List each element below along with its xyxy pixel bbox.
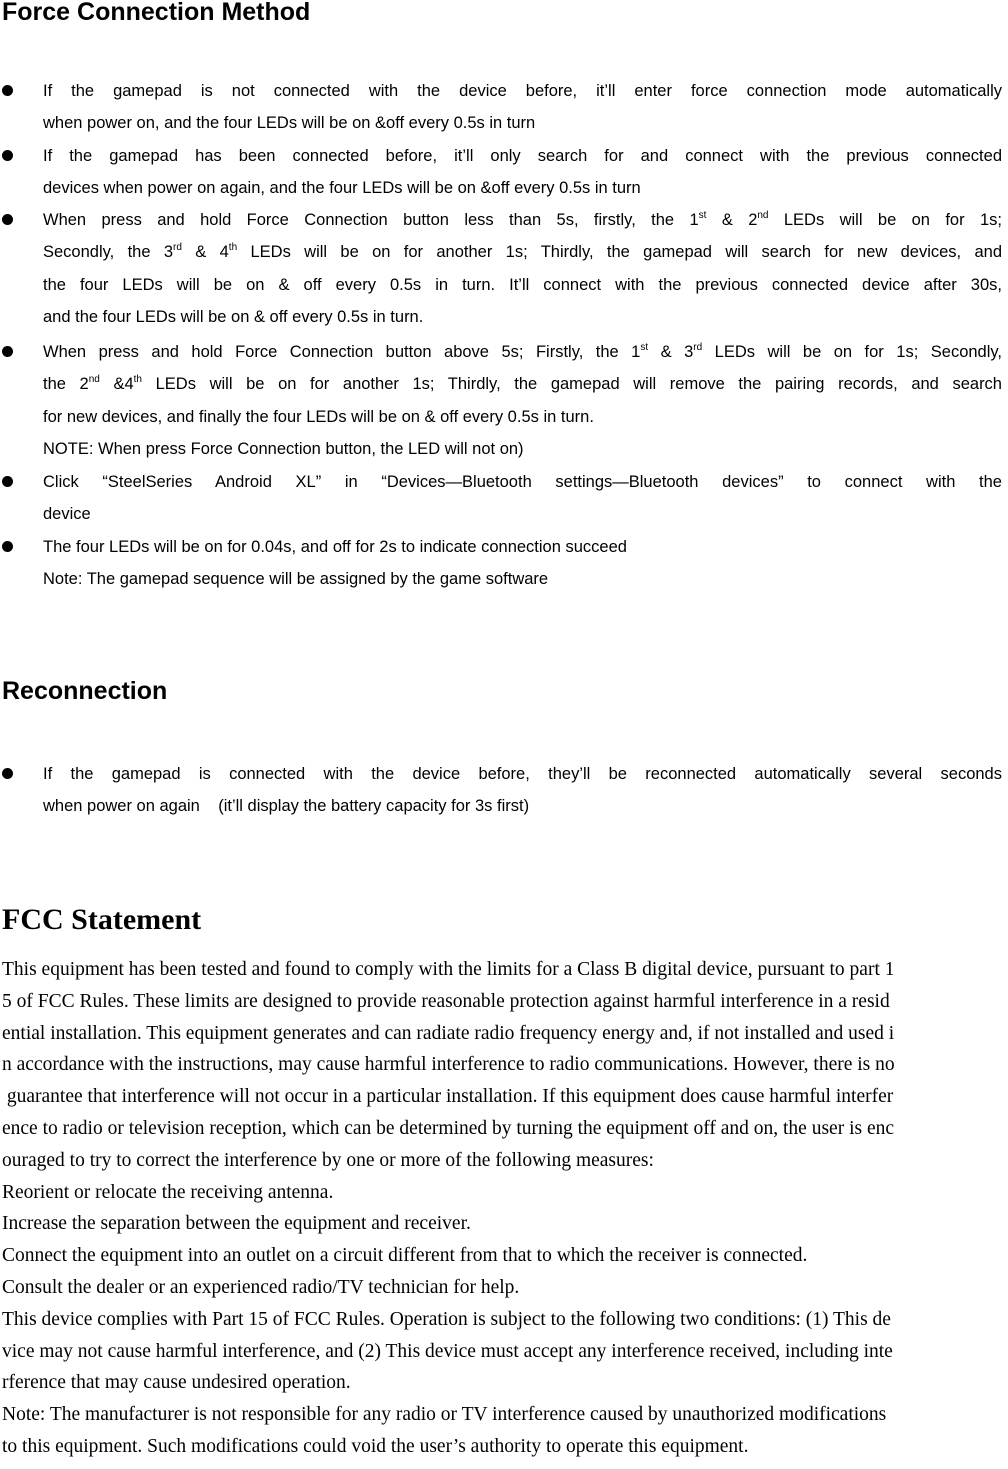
bullet-line: Note: The gamepad sequence will be assigned by the game software xyxy=(43,570,549,589)
text-run: the 2 xyxy=(43,375,89,394)
bullet-dot xyxy=(2,476,13,487)
bullet-dot xyxy=(2,85,13,96)
ordinal-suffix: rd xyxy=(173,241,182,253)
fcc-line: rference that may cause undesired operation. xyxy=(2,1372,351,1394)
fcc-line: Connect the equipment into an outlet on a circuit different from that to which the receiver is connected. xyxy=(2,1245,808,1267)
text-run: Secondly, the 3 xyxy=(43,243,174,262)
fcc-line: 5 of FCC Rules. These limits are designed to provide reasonable protection against harmful interference in a resid xyxy=(2,990,890,1012)
fcc-line: Increase the separation between the equipment and receiver. xyxy=(2,1213,471,1235)
bullet-line: Click “SteelSeries Android XL” in “Devices—Bluetooth settings—Bluetooth devices” to connect with the xyxy=(43,473,1002,491)
bullet-line xyxy=(43,236,1002,268)
ordinal-suffix: th xyxy=(228,241,238,253)
heading-reconnection: Reconnection xyxy=(2,677,168,705)
heading-force-connection-method: Force Connection Method xyxy=(2,0,311,26)
fcc-line: This equipment has been tested and found to comply with the limits for a Class B digital device, pursuant to part 1 xyxy=(2,959,895,980)
fcc-line: ouraged to try to correct the interference by one or more of the following measures: xyxy=(2,1149,654,1171)
text-run: LEDs will be on for 1s; xyxy=(768,211,1002,229)
bullet-line: when power on again (it’ll display the battery capacity for 3s first) xyxy=(43,797,530,816)
ordinal-suffix: st xyxy=(640,341,649,353)
bullet-line: for new devices, and finally the four LEDs will be on & off every 0.5s in turn. xyxy=(43,407,594,426)
fcc-line: Reorient or relocate the receiving antenna. xyxy=(2,1181,334,1203)
text-run: LEDs will be on for another 1s; Thirdly, the gamepad will remove the pairing records, and search xyxy=(142,375,1002,394)
bullet-dot xyxy=(2,214,13,225)
bullet-line xyxy=(43,368,1002,400)
bullet-line: If the gamepad is connected with the device before, they’ll be reconnected automatically several seconds xyxy=(43,765,1002,783)
text-run: When press and hold Force Connection button above 5s; Firstly, the 1 xyxy=(43,343,641,361)
bullet-dot xyxy=(2,768,13,779)
text-run: & 3 xyxy=(648,343,694,361)
bullet-dot xyxy=(2,150,13,161)
fcc-line: vice may not cause harmful interference, and (2) This device must accept any interference received, including inte xyxy=(2,1340,893,1362)
text-run: LEDs will be on for 1s; Secondly, xyxy=(702,343,1003,361)
fcc-line: Consult the dealer or an experienced radio/TV technician for help. xyxy=(2,1277,520,1298)
bullet-line: device xyxy=(43,505,91,524)
bullet-line: NOTE: When press Force Connection button, the LED will not on) xyxy=(43,440,524,459)
bullet-line xyxy=(43,204,1002,236)
bullet-line: devices when power on again, and the four LEDs will be on &off every 0.5s in turn xyxy=(43,179,641,198)
bullet-dot xyxy=(2,541,13,552)
ordinal-suffix: nd xyxy=(757,209,769,221)
ordinal-suffix: th xyxy=(133,373,142,385)
fcc-line: to this equipment. Such modifications could void the user’s authority to operate this equipment. xyxy=(2,1436,749,1457)
bullet-dot xyxy=(2,346,13,357)
fcc-line: This device complies with Part 15 of FCC Rules. Operation is subject to the following two conditions: (1) This de xyxy=(2,1308,891,1330)
fcc-line: Note: The manufacturer is not responsible for any radio or TV interference caused by unauthorized modifications xyxy=(2,1404,887,1426)
bullet-line: If the gamepad has been connected before, it’ll only search for and connect with the previous connected xyxy=(43,147,1002,165)
heading-fcc-statement: FCC Statement xyxy=(2,903,202,936)
ordinal-suffix: st xyxy=(698,209,707,221)
ordinal-suffix: rd xyxy=(693,341,703,353)
fcc-line: ence to radio or television reception, which can be determined by turning the equipment off and on, the user is enc xyxy=(2,1118,895,1139)
bullet-line: the four LEDs will be on & off every 0.5s in turn. It’ll connect with the previous connected device after 30s, xyxy=(43,275,1002,294)
text-run: &4 xyxy=(99,375,134,394)
bullet-line: when power on, and the four LEDs will be on &off every 0.5s in turn xyxy=(43,114,536,133)
text-run: When press and hold Force Connection button less than 5s, firstly, the 1 xyxy=(43,211,699,229)
text-run: & 2 xyxy=(706,211,758,229)
bullet-line: The four LEDs will be on for 0.04s, and off for 2s to indicate connection succeed xyxy=(43,538,627,556)
ordinal-suffix: nd xyxy=(88,373,100,385)
text-run: LEDs will be on for another 1s; Thirdly, the gamepad will search for new devices, and xyxy=(237,243,1003,262)
fcc-line: guarantee that interference will not occur in a particular installation. If this equipment does cause harmful interfer xyxy=(2,1086,894,1108)
bullet-line xyxy=(43,336,1002,368)
bullet-line: and the four LEDs will be on & off every 0.5s in turn. xyxy=(43,308,424,327)
bullet-line: If the gamepad is not connected with the device before, it’ll enter force connection mode automatically xyxy=(43,82,1002,100)
fcc-line: ential installation. This equipment generates and can radiate radio frequency energy and, if not installed and used i xyxy=(2,1022,895,1044)
text-run: & 4 xyxy=(181,243,229,262)
fcc-line: n accordance with the instructions, may cause harmful interference to radio communications. However, there is no xyxy=(2,1054,895,1076)
